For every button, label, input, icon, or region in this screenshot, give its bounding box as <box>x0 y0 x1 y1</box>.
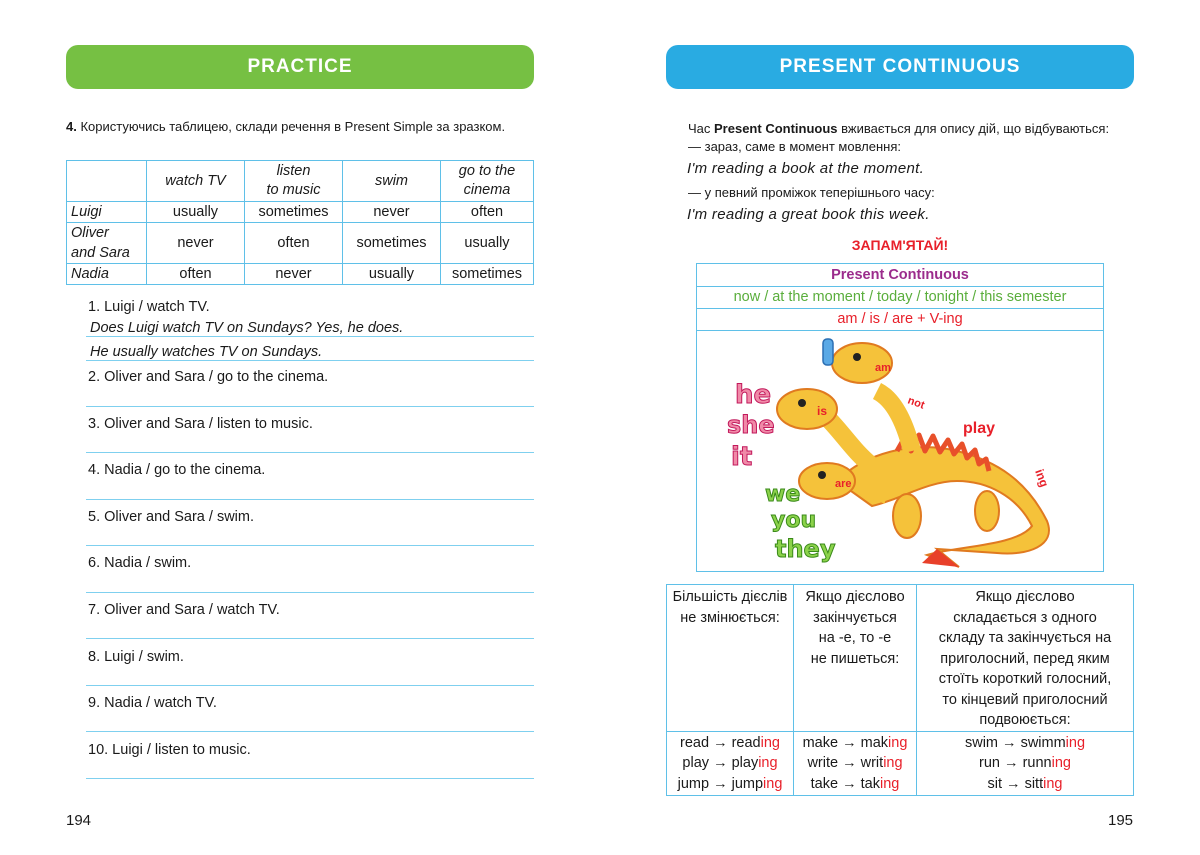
table-cell: usually <box>441 223 534 264</box>
answer-line[interactable] <box>86 545 534 546</box>
table-cell: often <box>441 202 534 223</box>
frequency-table-header <box>67 161 534 202</box>
exercise-item: 2. Oliver and Sara / go to the cinema. <box>88 369 329 385</box>
word-play: play <box>963 420 996 437</box>
table-cell: sometimes <box>343 223 441 264</box>
example-pair: make → making <box>802 734 908 751</box>
word-ing: ing <box>1032 467 1052 489</box>
example-pair: swim → swimming <box>964 734 1086 751</box>
table-cell: usually <box>147 202 245 223</box>
rule-cell: Якщо дієслово закінчується на -e, то -e не пишеться: <box>794 585 917 732</box>
intro-line <box>688 121 1109 136</box>
exercise-item: 4. Nadia / go to the cinema. <box>88 462 266 478</box>
table-header-cell: watch TV <box>147 161 245 202</box>
table-header-cell: listen to music <box>245 161 343 202</box>
intro-post: вживається для опису дій, що відбуваються: <box>837 121 1110 136</box>
answer-line[interactable] <box>86 778 534 779</box>
pronoun-he: he <box>735 380 772 410</box>
word-am: am <box>875 362 891 374</box>
table-corner <box>67 161 147 202</box>
answer-line[interactable] <box>86 592 534 593</box>
table-cell: sometimes <box>441 264 534 285</box>
table-header-cell: go to the cinema <box>441 161 534 202</box>
example-pair: sit → sitting <box>987 775 1063 792</box>
intro-bold: Present Continuous <box>714 121 838 136</box>
intro-pre: Час <box>688 121 715 136</box>
remember-heading: ЗАПАМ'ЯТАЙ! <box>851 237 949 253</box>
table-cell: never <box>147 223 245 264</box>
example-pair: jump → jumping <box>677 775 783 792</box>
table-cell: sometimes <box>245 202 343 223</box>
practice-banner: PRACTICE <box>66 45 534 89</box>
word-are: are <box>835 478 852 490</box>
pronoun-we: we <box>765 482 801 507</box>
exercise-item: 1. Luigi / watch TV. <box>88 299 210 315</box>
usage-example-2: I'm reading a great book this week. <box>687 206 930 223</box>
word-not: not <box>905 394 927 412</box>
answer-line[interactable] <box>86 360 534 361</box>
example-pair: take → taking <box>810 775 900 792</box>
example-pair: write → writing <box>807 755 903 771</box>
table-row <box>67 202 534 223</box>
table-row <box>67 264 534 285</box>
exercise-item: 9. Nadia / watch TV. <box>88 695 217 711</box>
present-continuous-banner: PRESENT CONTINUOUS <box>666 45 1134 89</box>
task-instruction <box>66 118 534 136</box>
dragon-illustration <box>697 331 1102 571</box>
usage-example-1: I'm reading a book at the moment. <box>687 160 925 177</box>
pc-formula: am / is / are + V-ing <box>697 308 1103 331</box>
exercise-item: 3. Oliver and Sara / listen to music. <box>88 416 313 432</box>
answer-line[interactable] <box>86 685 534 686</box>
pronoun-they: they <box>775 535 836 563</box>
table-cell: never <box>343 202 441 223</box>
exercise-item: 8. Luigi / swim. <box>88 649 184 665</box>
usage-point-1: — зараз, саме в момент мовлення: <box>688 139 902 154</box>
table-cell: often <box>245 223 343 264</box>
task-number: 4. <box>66 119 77 134</box>
row-name: Luigi <box>67 202 147 223</box>
answer-question[interactable]: Does Luigi watch TV on Sundays? Yes, he does. <box>90 320 404 336</box>
table-header-cell: swim <box>343 161 441 202</box>
example-pair: read → reading <box>680 734 780 751</box>
exercise-item: 5. Oliver and Sara / swim. <box>88 509 254 525</box>
exercise-item: 7. Oliver and Sara / watch TV. <box>88 602 280 618</box>
pronoun-she: she <box>727 411 775 439</box>
examples-cell <box>794 731 917 796</box>
present-continuous-box <box>696 263 1104 572</box>
frequency-table <box>66 160 534 285</box>
answer-line[interactable] <box>86 638 534 639</box>
table-row <box>67 223 534 264</box>
spelling-rules-row <box>667 585 1134 732</box>
exercise-item: 6. Nadia / swim. <box>88 555 192 571</box>
answer-line[interactable] <box>86 499 534 500</box>
spelling-rules-table <box>666 584 1134 796</box>
exercise-item: 10. Luigi / listen to music. <box>88 742 251 758</box>
row-name: Nadia <box>67 264 147 285</box>
pronoun-it: it <box>731 442 753 472</box>
pc-title: Present Continuous <box>697 264 1103 287</box>
pronoun-you: you <box>771 508 817 533</box>
rule-cell: Якщо дієслово складається з одного складу та закінчується на приголосний, перед яким стоїть короткий голосний, то кінцевий приголосний подвоюється: <box>917 585 1134 732</box>
answer-statement[interactable]: He usually watches TV on Sundays. <box>90 344 323 360</box>
answer-line[interactable] <box>86 731 534 732</box>
examples-cell <box>667 731 794 796</box>
example-pair: play → playing <box>682 755 778 771</box>
answer-line[interactable] <box>86 336 534 337</box>
table-cell: never <box>245 264 343 285</box>
table-cell: usually <box>343 264 441 285</box>
usage-point-2: — у певний проміжок теперішнього часу: <box>688 185 935 200</box>
page-number-right: 195 <box>1108 812 1134 829</box>
row-name: Oliver and Sara <box>67 223 147 264</box>
answer-line[interactable] <box>86 452 534 453</box>
page-number-left: 194 <box>66 812 92 829</box>
word-is: is <box>817 404 828 418</box>
pc-time-markers: now / at the moment / today / tonight / this semester <box>697 286 1103 309</box>
task-text: Користуючись таблицею, склади речення в Present Simple за зразком. <box>80 119 506 134</box>
example-pair: run → running <box>979 755 1071 771</box>
table-cell: often <box>147 264 245 285</box>
spelling-examples-row <box>667 731 1134 796</box>
examples-cell <box>917 731 1134 796</box>
rule-cell: Більшість дієслів не змінюється: <box>667 585 794 732</box>
answer-line[interactable] <box>86 406 534 407</box>
